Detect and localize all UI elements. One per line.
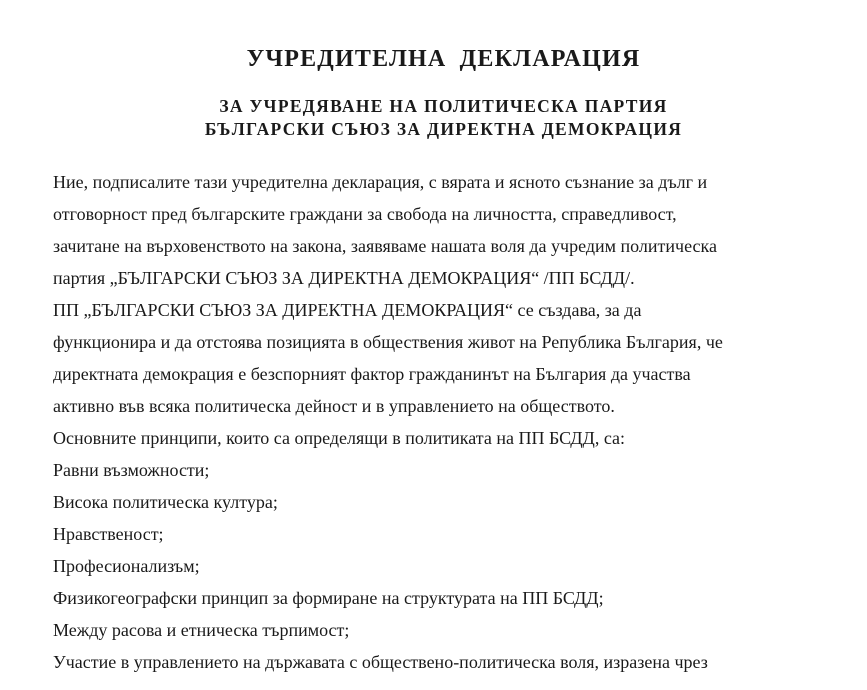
principle-item: Нравственост;	[53, 524, 164, 544]
principle-item: Висока политическа култура;	[53, 492, 278, 512]
subtitle-line-2: БЪЛГАРСКИ СЪЮЗ ЗА ДИРЕКТНА ДЕМОКРАЦИЯ	[204, 119, 683, 139]
principle-item: Участие в управлението на държавата с обществено-политическа воля, изразена чрез	[53, 652, 708, 672]
body-line: зачитане на върховенството на закона, заявяваме нашата воля да учредим политическа	[53, 236, 717, 256]
body-line: Ние, подписалите тази учредителна декларация, с вярата и ясното съзнание за дълг и	[53, 172, 708, 192]
document-title: УЧРЕДИТЕЛНА ДЕКЛАРАЦИЯ	[246, 46, 641, 72]
document-body	[53, 166, 843, 678]
body-line: отговорност пред българските граждани за свобода на личността, справедливост,	[53, 204, 677, 224]
body-line: активно във всяка политическа дейност и в управлението на обществото.	[53, 396, 615, 416]
document-subtitle	[0, 95, 867, 141]
principle-item: Равни възможности;	[53, 460, 210, 480]
principles-intro: Основните принципи, които са определящи в политиката на ПП БСДД, са:	[53, 428, 626, 448]
principle-item: Професионализъм;	[53, 556, 200, 576]
body-line: функционира и да отстоява позицията в обществения живот на Република България, че	[53, 332, 723, 352]
body-line: ПП „БЪЛГАРСКИ СЪЮЗ ЗА ДИРЕКТНА ДЕМОКРАЦИЯ“ се създава, за да	[53, 300, 642, 320]
principle-item: Между расова и етническа търпимост;	[53, 620, 350, 640]
body-line: партия „БЪЛГАРСКИ СЪЮЗ ЗА ДИРЕКТНА ДЕМОКРАЦИЯ“ /ПП БСДД/.	[53, 268, 635, 288]
subtitle-line-1: ЗА УЧРЕДЯВАНЕ НА ПОЛИТИЧЕСКА ПАРТИЯ	[219, 96, 668, 116]
body-line: директната демокрация е безспорният фактор гражданинът на България да участва	[53, 364, 691, 384]
principle-item: Физикогеографски принцип за формиране на структурата на ПП БСДД;	[53, 588, 604, 608]
